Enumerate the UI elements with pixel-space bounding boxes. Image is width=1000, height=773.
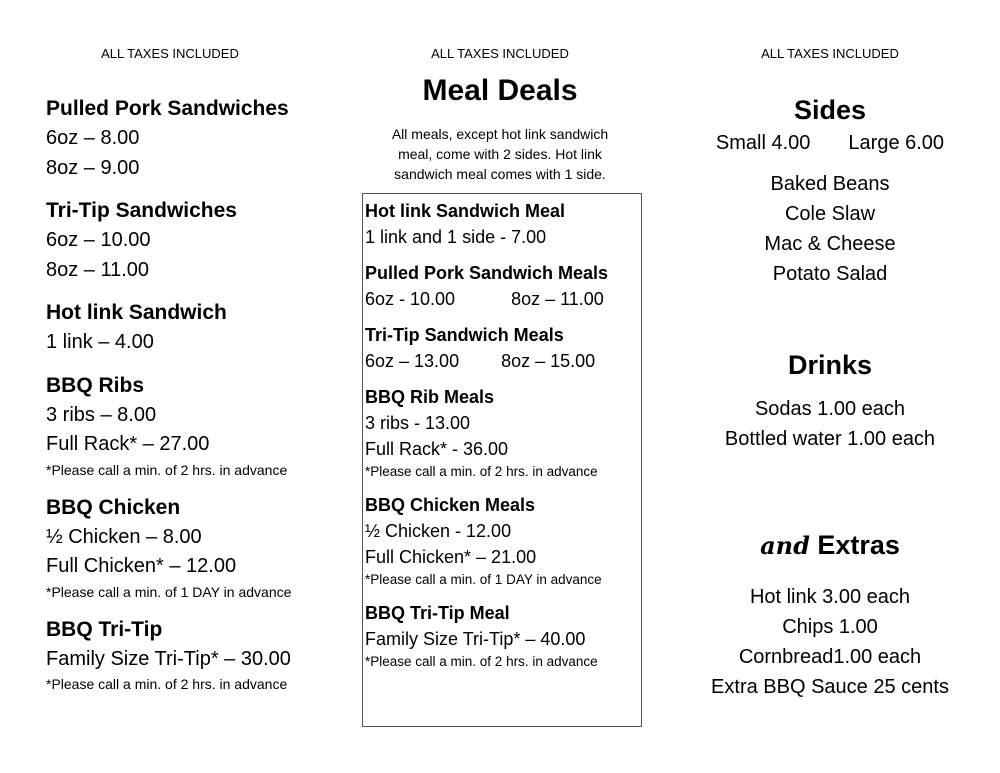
price-line xyxy=(365,348,641,374)
advance-note: *Please call a min. of 2 hrs. in advance xyxy=(46,676,288,692)
price-line: 1 link and 1 side - 7.00 xyxy=(365,227,547,247)
menu-section-bbq-ribs xyxy=(46,371,291,480)
sides-title: Sides xyxy=(793,95,867,125)
menu-section-pulled-pork xyxy=(46,94,291,183)
menu-section-tri-tip xyxy=(46,196,291,285)
price-line: Full Rack* – 27.00 xyxy=(46,433,210,455)
meal-tri-tip-sandwich xyxy=(365,322,641,374)
section-title: Tri-Tip Sandwiches xyxy=(46,199,237,222)
extra-item: Extra BBQ Sauce 25 cents xyxy=(711,676,949,698)
price-line: 8oz – 9.00 xyxy=(46,156,140,179)
price-line: 3 ribs – 8.00 xyxy=(46,403,157,426)
meal-deals-title: Meal Deals xyxy=(422,74,578,107)
side-item: Cole Slaw xyxy=(784,203,876,225)
tax-note: ALL TAXES INCLUDED xyxy=(431,46,569,61)
meal-hot-link xyxy=(365,198,641,250)
section-title: BBQ Tri-Tip xyxy=(46,617,163,641)
drinks-title: Drinks xyxy=(787,350,873,380)
drink-item: Bottled water 1.00 each xyxy=(724,428,936,450)
price-8oz: 8oz – 11.00 xyxy=(511,289,604,309)
meal-title: BBQ Chicken Meals xyxy=(365,495,536,515)
menu-section-bbq-chicken xyxy=(46,493,291,602)
menu-section-hot-link xyxy=(46,298,291,358)
side-item: Baked Beans xyxy=(770,173,890,195)
meal-title: Pulled Pork Sandwich Meals xyxy=(365,263,609,283)
price-line xyxy=(365,286,641,312)
section-title: Pulled Pork Sandwiches xyxy=(46,97,289,120)
extras-list xyxy=(660,582,1000,702)
left-column xyxy=(0,0,340,773)
price-line: ½ Chicken – 8.00 xyxy=(46,525,202,548)
price-line: Family Size Tri-Tip* – 40.00 xyxy=(365,629,586,649)
advance-note: *Please call a min. of 1 DAY in advance xyxy=(365,572,602,587)
extra-item: Hot link 3.00 each xyxy=(749,586,911,608)
price-line: 1 link – 4.00 xyxy=(46,331,154,353)
meal-title: BBQ Tri-Tip Meal xyxy=(365,603,510,623)
menu-section-bbq-tri-tip xyxy=(46,615,291,695)
section-title: BBQ Chicken xyxy=(46,495,181,519)
price-line: Full Chicken* – 21.00 xyxy=(365,547,537,567)
price-line: Family Size Tri-Tip* – 30.00 xyxy=(46,647,291,670)
price-line: 3 ribs - 13.00 xyxy=(365,413,471,433)
sides-sizes xyxy=(660,132,1000,155)
right-column xyxy=(660,0,1000,773)
sides-list xyxy=(660,169,1000,289)
sides-large-price: Large 6.00 xyxy=(848,132,945,154)
price-line: ½ Chicken - 12.00 xyxy=(365,521,512,541)
meal-bbq-tri-tip xyxy=(365,600,641,672)
price-line: 6oz – 10.00 xyxy=(46,229,151,251)
advance-note: *Please call a min. of 1 DAY in advance xyxy=(46,583,292,600)
price-line: Full Rack* - 36.00 xyxy=(365,439,509,459)
meal-pulled-pork xyxy=(365,260,641,312)
meal-deals-description: All meals, except hot link sandwich meal, come with 2 sides. Hot link sandwich meal comes with 1 side. xyxy=(391,126,609,182)
extras-title-script: and xyxy=(760,531,810,560)
extras-title xyxy=(660,530,1000,561)
extra-item: Chips 1.00 xyxy=(782,616,878,638)
tax-note: ALL TAXES INCLUDED xyxy=(101,46,239,61)
meal-title: Tri-Tip Sandwich Meals xyxy=(365,325,564,345)
tax-note: ALL TAXES INCLUDED xyxy=(761,46,899,61)
section-title: Hot link Sandwich xyxy=(46,301,227,324)
extra-item: Cornbread1.00 each xyxy=(738,646,922,668)
meal-bbq-chicken xyxy=(365,492,641,590)
side-item: Potato Salad xyxy=(772,263,888,285)
price-line: 8oz – 11.00 xyxy=(46,258,150,281)
middle-column xyxy=(340,0,660,773)
side-item: Mac & Cheese xyxy=(764,233,896,255)
advance-note: *Please call a min. of 2 hrs. in advance xyxy=(46,461,288,478)
meal-deals-box xyxy=(362,193,642,727)
drinks-list xyxy=(660,394,1000,454)
section-title: BBQ Ribs xyxy=(46,373,145,397)
advance-note: *Please call a min. of 2 hrs. in advance xyxy=(365,654,598,669)
meal-title: BBQ Rib Meals xyxy=(365,387,495,407)
sandwich-menu xyxy=(46,94,291,707)
sides-small-price: Small 4.00 xyxy=(715,132,811,154)
meal-bbq-rib xyxy=(365,384,641,482)
drink-item: Sodas 1.00 each xyxy=(754,398,906,420)
price-line: Full Chicken* – 12.00 xyxy=(46,555,237,577)
meal-title: Hot link Sandwich Meal xyxy=(365,201,566,221)
extras-title-text: Extras xyxy=(817,530,900,560)
advance-note: *Please call a min. of 2 hrs. in advance xyxy=(365,464,598,479)
price-6oz: 6oz – 13.00 xyxy=(365,351,460,371)
price-line: 6oz – 8.00 xyxy=(46,127,140,149)
price-6oz: 6oz - 10.00 xyxy=(365,289,456,309)
price-8oz: 8oz – 15.00 xyxy=(501,351,596,371)
